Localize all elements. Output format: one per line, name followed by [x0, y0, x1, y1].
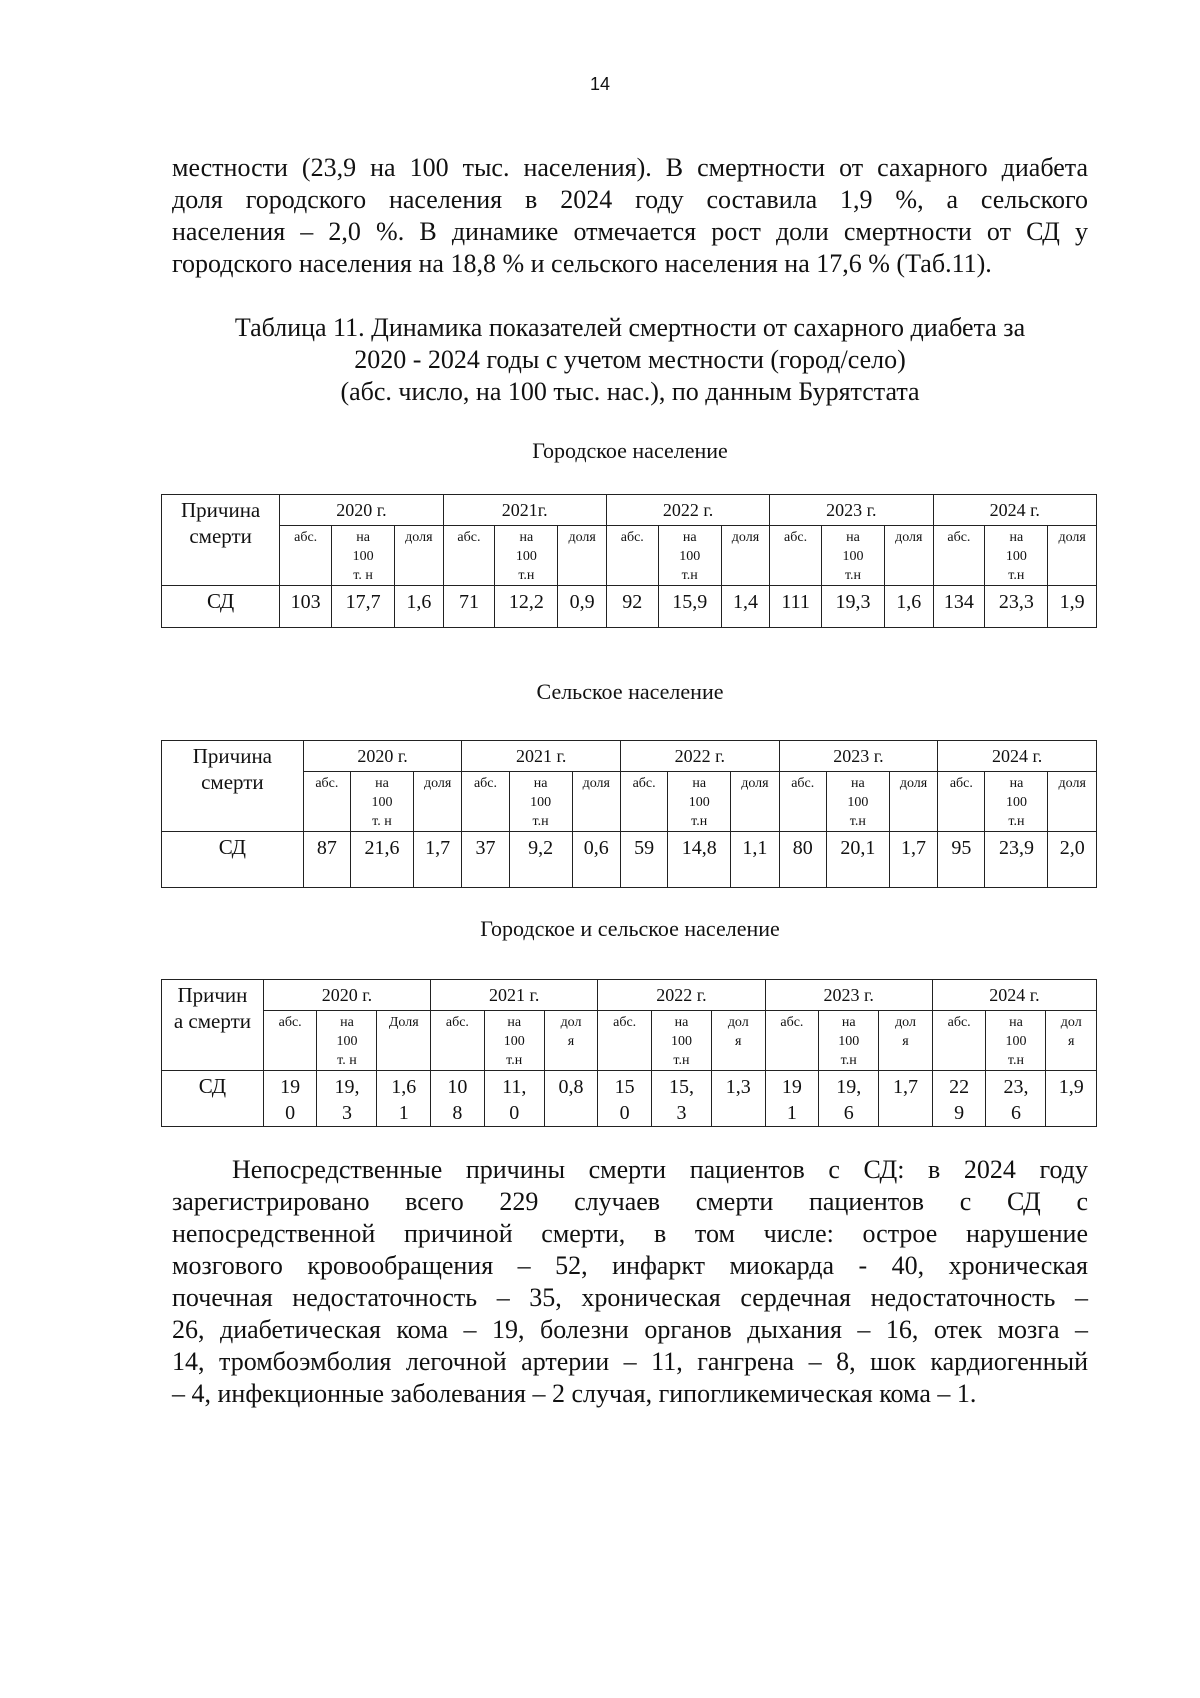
subheader-line: т. н [372, 814, 392, 829]
cause-header-cell [162, 741, 304, 832]
abs-header: абс. [932, 1011, 986, 1071]
header-row [162, 741, 1097, 772]
value-line: 2,0 [1059, 837, 1085, 859]
year-header: 2020 г. [263, 980, 430, 1011]
subheader-line: т.н [506, 1053, 523, 1068]
rate-value [985, 832, 1048, 888]
row-label: СД [162, 1071, 264, 1127]
subheader-line: Доля [388, 1015, 419, 1030]
value-line: 1,6 [406, 591, 432, 613]
value-line: 0,6 [583, 837, 609, 859]
abs-header: абс. [462, 772, 509, 832]
abs-value [620, 832, 667, 888]
value-line: 87 [316, 837, 337, 859]
paragraph-line: мозгового кровообращения – 52, инфаркт миокарда - 40, хроническая [172, 1251, 1088, 1280]
abs-value [606, 586, 658, 628]
subheader-line: т.н [691, 814, 708, 829]
subheader-line: доля [741, 776, 769, 791]
share-header [1046, 1011, 1097, 1071]
share-value [711, 1071, 765, 1127]
value-line: 21,6 [364, 837, 400, 859]
subheader-line: 100 [688, 795, 710, 810]
subheader-line: на [375, 776, 389, 791]
share-header [885, 526, 933, 586]
rate-header [495, 526, 558, 586]
value-line: 11, [502, 1076, 527, 1098]
share-value [731, 832, 779, 888]
year-header: 2020 г. [303, 741, 462, 772]
subheader-line: доля [895, 530, 923, 545]
table-row [162, 832, 1097, 888]
subheader-line: т.н [532, 814, 549, 829]
cause-header-cell [162, 980, 264, 1071]
table-row [162, 586, 1097, 628]
paragraph-line: зарегистрировано всего 229 случаев смерти пациентов с СД с [172, 1187, 1088, 1216]
value-line: 1,4 [732, 591, 758, 613]
value-line: 19, [836, 1076, 862, 1098]
subheader-line: дол [895, 1015, 916, 1030]
abs-header: абс. [280, 526, 332, 586]
value-line: 12,2 [508, 591, 544, 613]
intro-paragraph [172, 152, 1088, 280]
rate-header [658, 526, 721, 586]
value-line: 1,7 [893, 1076, 919, 1098]
abs-header: абс. [443, 526, 495, 586]
share-value [413, 832, 461, 888]
share-value [885, 586, 933, 628]
subheader-line: т. н [337, 1053, 357, 1068]
value-line: 19,3 [835, 591, 871, 613]
subheader-line: я [1068, 1034, 1075, 1049]
paragraph-line: – 4, инфекционные заболевания – 2 случая, гипогликемическая кома – 1. [172, 1379, 977, 1408]
value-line: 0 [285, 1102, 296, 1124]
page-number: 14 [589, 74, 611, 94]
subheader-line: т.н [1008, 814, 1025, 829]
subheader-line: т.н [518, 568, 535, 583]
subheader-line: дол [560, 1015, 582, 1030]
subheader-line: на [533, 776, 548, 791]
abs-value [779, 832, 826, 888]
rate-value [651, 1071, 711, 1127]
abs-header: абс. [620, 772, 667, 832]
rate-header [986, 1011, 1046, 1071]
rate-value [826, 832, 889, 888]
abs-value [303, 832, 350, 888]
abs-header: абс. [770, 526, 822, 586]
paragraph-line: 14, тромбоэмболия легочной артерии – 11, гангрена – 8, шок кардиогенный [172, 1347, 1088, 1376]
header-row [162, 495, 1097, 526]
rate-value [986, 1071, 1046, 1127]
rate-value [317, 1071, 377, 1127]
subheader-line: 100 [1005, 1034, 1027, 1049]
value-line: 1,7 [901, 837, 927, 859]
rate-header [819, 1011, 879, 1071]
value-line: 19, [334, 1076, 360, 1098]
share-header [572, 772, 620, 832]
share-header [1048, 526, 1097, 586]
subheader-line: на [1009, 1015, 1023, 1030]
share-header [558, 526, 606, 586]
subheader-line: 100 [679, 549, 701, 564]
table-subtitle-total: Городское и сельское население [480, 916, 780, 941]
subheader-line: 100 [842, 549, 864, 564]
rate-value [658, 586, 721, 628]
subheader-line: 100 [847, 795, 869, 810]
value-line: 0,9 [569, 591, 595, 613]
subheader-line: на [841, 1015, 856, 1030]
subheader-line: дол [1060, 1015, 1082, 1030]
table-urban [161, 494, 1097, 628]
rate-header [350, 772, 413, 832]
share-header [413, 772, 461, 832]
cause-header-line: смерти [189, 524, 252, 548]
subheader-line: я [902, 1034, 909, 1049]
rate-header [985, 772, 1048, 832]
rate-value [509, 832, 572, 888]
value-line: 10 [447, 1076, 468, 1098]
year-header: 2023 г. [770, 495, 933, 526]
value-line: 23, [1003, 1076, 1029, 1098]
share-value [395, 586, 443, 628]
value-line: 37 [475, 837, 496, 859]
year-header: 2023 г. [779, 741, 938, 772]
value-line: 1,7 [425, 837, 451, 859]
abs-header: абс. [263, 1011, 317, 1071]
share-header [889, 772, 937, 832]
rate-header [821, 526, 884, 586]
paragraph-line: местности (23,9 на 100 тыс. населения). В смертности от сахарного диабета [172, 153, 1088, 182]
table-subtitle-rural: Сельское население [536, 679, 724, 704]
caption-line: 2020 - 2024 годы с учетом местности (город/село) [354, 345, 906, 374]
abs-value [770, 586, 822, 628]
year-header: 2022 г. [598, 980, 765, 1011]
value-line: 20,1 [840, 837, 876, 859]
value-line: 134 [943, 591, 974, 613]
abs-header: абс. [933, 526, 985, 586]
value-line: 19 [781, 1076, 802, 1098]
subheader-line: на [674, 1015, 689, 1030]
share-header [377, 1011, 431, 1071]
rate-value [484, 1071, 544, 1127]
abs-value [598, 1071, 652, 1127]
value-line: 0,8 [558, 1076, 584, 1098]
year-header: 2024 г. [938, 741, 1097, 772]
caption-line: Таблица 11. Динамика показателей смертности от сахарного диабета за [234, 313, 1026, 342]
subheader-line: т.н [1007, 1053, 1024, 1068]
subheader-line: на [692, 776, 707, 791]
subheader-line: на [682, 530, 697, 545]
rate-header [826, 772, 889, 832]
abs-value [938, 832, 985, 888]
share-value [572, 832, 620, 888]
rate-header [509, 772, 572, 832]
paragraph-line: непосредственной причиной смерти, в том числе: острое нарушение [172, 1219, 1088, 1248]
value-line: 0 [509, 1102, 520, 1124]
abs-value [765, 1071, 819, 1127]
value-line: 1,3 [725, 1076, 751, 1098]
value-line: 6 [843, 1102, 854, 1124]
abs-value [263, 1071, 317, 1127]
paragraph-line: городского населения на 18,8 % и сельского населения на 17,6 % (Таб.11). [172, 249, 992, 278]
value-line: 14,8 [681, 837, 717, 859]
value-line: 23,9 [998, 837, 1034, 859]
subheader-line: я [735, 1034, 742, 1049]
value-line: 95 [951, 837, 972, 859]
subheader-line: т. н [353, 568, 373, 583]
paragraph-line: Непосредственные причины смерти пациентов с СД: в 2024 году [232, 1155, 1088, 1184]
rate-header [985, 526, 1048, 586]
abs-header: абс. [598, 1011, 652, 1071]
cause-header-line: Причин [177, 983, 248, 1007]
subheader-line: т.н [1008, 568, 1025, 583]
value-line: 59 [634, 837, 655, 859]
value-line: 3 [341, 1102, 352, 1124]
table-caption [0, 312, 1200, 408]
rate-value [819, 1071, 879, 1127]
paragraph-line: 26, диабетическая кома – 19, болезни органов дыхания – 16, отек мозга – [172, 1315, 1088, 1344]
table-subtitle-urban: Городское население [532, 438, 728, 463]
subheader-line: доля [582, 776, 610, 791]
year-header: 2022 г. [606, 495, 769, 526]
share-value [1048, 586, 1097, 628]
subheader-line: т.н [681, 568, 698, 583]
year-header: 2022 г. [620, 741, 779, 772]
subheader-line: 100 [838, 1034, 860, 1049]
share-header [721, 526, 769, 586]
subheader-line: 100 [336, 1034, 358, 1049]
rate-value [332, 586, 395, 628]
share-value [1048, 832, 1097, 888]
year-header: 2020 г. [280, 495, 443, 526]
value-line: 19 [280, 1076, 301, 1098]
value-line: 1,1 [742, 837, 768, 859]
subheader-line: доля [1058, 530, 1086, 545]
header-row [162, 980, 1097, 1011]
cause-header-line: Причина [192, 744, 272, 768]
abs-header: абс. [431, 1011, 485, 1071]
share-value [558, 586, 606, 628]
subheader-line: на [850, 776, 865, 791]
year-header: 2021г. [443, 495, 606, 526]
subheader-line: 100 [352, 549, 374, 564]
value-line: 1 [786, 1102, 797, 1124]
value-line: 111 [781, 591, 810, 613]
rate-value [821, 586, 884, 628]
share-value [377, 1071, 431, 1127]
subheader-line: т.н [840, 1053, 857, 1068]
year-header: 2021 г. [462, 741, 621, 772]
year-header: 2024 г. [932, 980, 1096, 1011]
value-line: 71 [458, 591, 479, 613]
share-header [544, 1011, 598, 1071]
rate-value [495, 586, 558, 628]
abs-header: абс. [938, 772, 985, 832]
year-header: 2023 г. [765, 980, 932, 1011]
share-value [889, 832, 937, 888]
share-header [879, 1011, 933, 1071]
row-label: СД [162, 586, 280, 628]
paragraph-line: почечная недостаточность – 35, хроническая сердечная недостаточность – [172, 1283, 1088, 1312]
subheader-row [162, 1011, 1097, 1071]
rate-header [332, 526, 395, 586]
value-line: 9,2 [528, 837, 554, 859]
subheader-line: 100 [503, 1034, 525, 1049]
subheader-line: на [356, 530, 370, 545]
subheader-line: т.н [844, 568, 862, 583]
value-line: 0 [619, 1102, 630, 1124]
subheader-line: доля [1058, 776, 1086, 791]
cause-header-line: а смерти [173, 1009, 251, 1033]
rate-header [317, 1011, 377, 1071]
abs-value [443, 586, 495, 628]
subheader-line: т.н [673, 1053, 690, 1068]
value-line: 3 [676, 1102, 687, 1124]
subheader-row [162, 526, 1097, 586]
table-row [162, 1071, 1097, 1127]
value-line: 23,3 [998, 591, 1034, 613]
share-header [395, 526, 443, 586]
subheader-line: доля [568, 530, 596, 545]
value-line: 22 [949, 1076, 970, 1098]
paragraph-line: доля городского населения в 2024 году составила 1,9 %, а сельского [172, 185, 1088, 214]
share-value [1046, 1071, 1097, 1127]
share-value [544, 1071, 598, 1127]
subheader-line: на [1009, 530, 1024, 545]
subheader-line: 100 [371, 795, 393, 810]
rate-value [985, 586, 1048, 628]
rate-header [484, 1011, 544, 1071]
subheader-line: на [507, 1015, 522, 1030]
cause-header-line: Причина [180, 498, 261, 522]
subheader-line: доля [405, 530, 433, 545]
subheader-line: дол [727, 1015, 749, 1030]
abs-value [933, 586, 985, 628]
rate-header [651, 1011, 711, 1071]
subheader-line: т.н [849, 814, 866, 829]
share-header [1048, 772, 1097, 832]
subheader-line: на [1009, 776, 1024, 791]
share-header [731, 772, 779, 832]
value-line: 1,6 [896, 591, 922, 613]
value-line: 15,9 [672, 591, 708, 613]
rate-value [668, 832, 731, 888]
subheader-line: 100 [1005, 549, 1027, 564]
subheader-line: 100 [670, 1034, 692, 1049]
value-line: 1,9 [1059, 591, 1085, 613]
subheader-line: доля [899, 776, 928, 791]
cause-header-line: смерти [201, 770, 264, 794]
share-header [711, 1011, 765, 1071]
subheader-line: 100 [1005, 795, 1027, 810]
share-value [721, 586, 769, 628]
abs-header: абс. [303, 772, 350, 832]
value-line: 1 [398, 1102, 409, 1124]
abs-header: абс. [606, 526, 658, 586]
subheader-line: 100 [515, 549, 537, 564]
value-line: 103 [290, 591, 321, 613]
subheader-line: на [846, 530, 860, 545]
cause-header-cell [162, 495, 280, 586]
value-line: 80 [792, 837, 813, 859]
table-total [161, 979, 1097, 1127]
subheader-line: доля [423, 776, 452, 791]
subheader-line: я [567, 1034, 575, 1049]
subheader-line: на [519, 530, 534, 545]
abs-value [462, 832, 509, 888]
rate-value [350, 832, 413, 888]
row-label: СД [162, 832, 304, 888]
closing-paragraph [172, 1154, 1088, 1410]
value-line: 9 [954, 1102, 965, 1124]
share-value [879, 1071, 933, 1127]
value-line: 15 [614, 1076, 635, 1098]
paragraph-line: населения – 2,0 %. В динамике отмечается рост доли смертности от СД у [172, 217, 1088, 246]
subheader-line: доля [731, 530, 760, 545]
abs-value [431, 1071, 485, 1127]
rate-header [668, 772, 731, 832]
abs-header: абс. [765, 1011, 819, 1071]
table-rural [161, 740, 1097, 888]
value-line: 15, [668, 1076, 694, 1098]
year-header: 2024 г. [933, 495, 1097, 526]
value-line: 92 [622, 591, 643, 613]
value-line: 1,9 [1058, 1076, 1084, 1098]
abs-value [280, 586, 332, 628]
value-line: 17,7 [345, 591, 381, 613]
subheader-line: 100 [530, 795, 552, 810]
value-line: 1,6 [391, 1076, 417, 1098]
value-line: 8 [452, 1102, 463, 1124]
subheader-line: на [340, 1015, 354, 1030]
abs-value [932, 1071, 986, 1127]
abs-header: абс. [779, 772, 826, 832]
value-line: 6 [1010, 1102, 1021, 1124]
caption-line: (абс. число, на 100 тыс. нас.), по данным Бурятстата [340, 377, 920, 406]
year-header: 2021 г. [431, 980, 598, 1011]
